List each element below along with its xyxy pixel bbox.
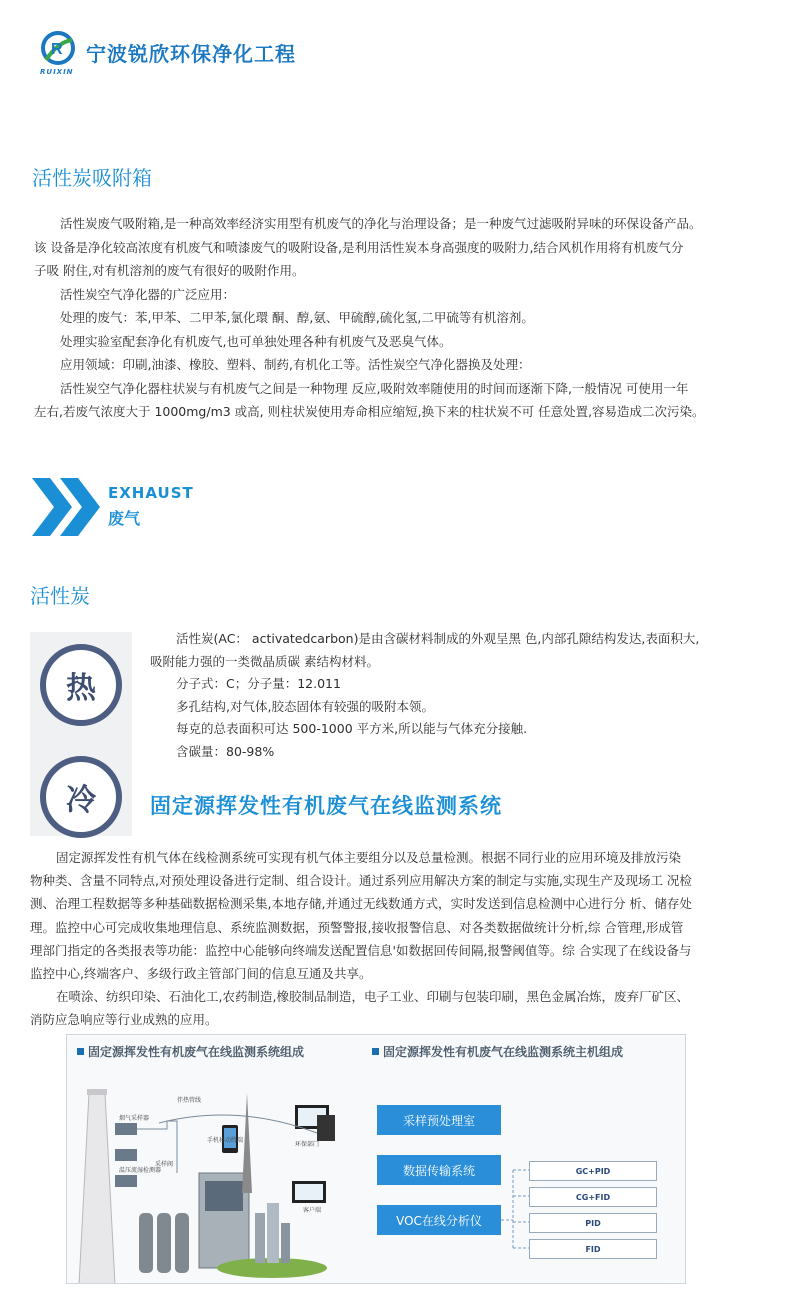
exhaust-label-en: EXHAUST bbox=[108, 484, 194, 502]
diagram-label: 温压流湿检测器 bbox=[119, 1167, 162, 1174]
ruixin-logo-icon bbox=[38, 30, 78, 70]
paragraph-line: 活性炭废气吸附箱,是一种高效率经济实用型有机废气的净化与治理设备；是一种废气过滤吸附异味的环保设备产品。 bbox=[60, 216, 702, 231]
system-illustration bbox=[67, 1063, 367, 1284]
connector-lines bbox=[501, 1165, 531, 1255]
paragraph-line: 含碳量：80-98% bbox=[176, 743, 275, 759]
paragraph-line: 监控中心,终端客户、多级行政主管部门间的信息互通及共享。 bbox=[30, 966, 372, 982]
paragraph-line: 该 设备是净化较高浓度有机废气和喷漆废气的吸附设备,是利用活性炭本身高强度的吸附力,结合风机作用将有机废气分 bbox=[34, 239, 684, 255]
section-title-activated-carbon: 活性炭 bbox=[30, 584, 90, 608]
paragraph-line: 测、治理工程数据等多种基础数据检测采集,本地存储,并通过无线数通方式，实时发送到信息检测中心进行分 析、储存处 bbox=[30, 896, 692, 912]
exhaust-label-cn: 废气 bbox=[108, 509, 141, 528]
paragraph-line: 理部门指定的各类报表等功能：监控中心能够向终端发送配置信息'如数据回传间隔,报警阈值等。综 合实现了在线设备与 bbox=[30, 942, 692, 958]
paragraph-line: 分子式：C；分子量：12.011 bbox=[176, 676, 341, 691]
paragraph-line: 固定源挥发性有机气体在线检测系统可实现有机气体主要组分以及总量检测。根据不同行业的应用环境及排放污染 bbox=[56, 850, 682, 865]
diagram-label: 客户端 bbox=[303, 1207, 322, 1214]
activated-carbon-description bbox=[150, 628, 750, 763]
company-name: 宁波锐欣环保净化工程 bbox=[86, 42, 296, 66]
paragraph-line: 活性炭空气净化器柱状炭与有机废气之间是一种物理 反应,吸附效率随使用的时间而逐渐下降,一般情况 可使用一年 bbox=[60, 380, 689, 396]
double-chevron-icon bbox=[32, 478, 104, 536]
section-title-carbon-box: 活性炭吸附箱 bbox=[32, 166, 152, 190]
voc-analyzer-box: VOC在线分析仪 bbox=[377, 1205, 501, 1235]
monitoring-system-title: 固定源挥发性有机废气在线监测系统 bbox=[150, 794, 502, 818]
cold-circle-badge: 冷 bbox=[40, 756, 122, 838]
paragraph-line: 消防应急响应等行业成熟的应用。 bbox=[30, 1012, 218, 1028]
paragraph-line: 处理实验室配套净化有机废气,也可单独处理各种有机废气及恶臭气体。 bbox=[60, 333, 452, 349]
paragraph-line: 多孔结构,对气体,胶态固体有较强的吸附本领。 bbox=[176, 698, 434, 714]
paragraph-line: 在喷涂、纺织印染、石油化工,农药制造,橡胶制品制造，电子工业、印刷与包装印刷，黑色金属冶炼，废弃厂矿区、 bbox=[56, 989, 689, 1005]
diagram-left-title: 固定源挥发性有机废气在线监测系统组成 bbox=[77, 1043, 304, 1060]
detector-box: PID bbox=[529, 1213, 657, 1233]
svg-text:R: R bbox=[51, 41, 63, 58]
paragraph-line: 每克的总表面积可达 500-1000 平方米,所以能与气体充分接触. bbox=[176, 721, 528, 736]
paragraph-line: 左右,若废气浓度大于 1000mg/m3 或高, 则柱状炭使用寿命相应缩短,换下来的柱状炭不可 任意处置,容易造成二次污染。 bbox=[34, 404, 705, 419]
diagram-right-title: 固定源挥发性有机废气在线监测系统主机组成 bbox=[372, 1043, 623, 1060]
carbon-box-description bbox=[34, 212, 764, 424]
paragraph-line: 活性炭空气净化器的广泛应用： bbox=[60, 286, 236, 302]
hot-circle-badge: 热 bbox=[40, 644, 122, 726]
system-diagram bbox=[66, 1034, 686, 1284]
sampling-preprocess-box: 采样预处理室 bbox=[377, 1105, 501, 1135]
paragraph-line: 理。监控中心可完成收集地理信息、系统监测数据，预警警报,接收报警信息、对各类数据做统计分析,综 合管理,形成管 bbox=[30, 919, 684, 935]
diagram-label: 烟气采样器 bbox=[119, 1115, 150, 1122]
paragraph-line: 处理的废气：苯,甲苯、二甲苯,氯化環 酮、醇,氨、甲硫醇,硫化氢,二甲硫等有机溶剂。 bbox=[60, 310, 534, 325]
paragraph-line: 物种类、含量不同特点,对预处理设备进行定制、组合设计。通过系列应用解决方案的制定与实施,实现生产及现场工 况检 bbox=[30, 873, 692, 889]
paragraph-line: 活性炭(AC： activatedcarbon)是由含碳材料制成的外观呈黑 色,内部孔隙结构发达,表面积大, bbox=[176, 631, 700, 646]
diagram-label: 采样阀 bbox=[155, 1161, 174, 1168]
data-transmission-box: 数据传输系统 bbox=[377, 1155, 501, 1185]
detector-box: CG+FID bbox=[529, 1187, 657, 1207]
diagram-label: 环保部门 bbox=[295, 1141, 320, 1148]
paragraph-line: 应用领域：印刷,油漆、橡胶、塑料、制药,有机化工等。活性炭空气净化器换及处理： bbox=[60, 357, 531, 372]
detector-box: FID bbox=[529, 1239, 657, 1259]
detector-box: GC+PID bbox=[529, 1161, 657, 1181]
monitoring-system-description bbox=[30, 846, 765, 1032]
logo-text: RUIXIN bbox=[40, 68, 74, 76]
paragraph-line: 子吸 附住,对有机溶剂的废气有很好的吸附作用。 bbox=[34, 263, 305, 278]
diagram-label: 伴热管线 bbox=[177, 1097, 202, 1104]
paragraph-line: 吸附能力强的一类微晶质碳 素结构材料。 bbox=[150, 653, 379, 669]
diagram-label: 手机移动终端 bbox=[207, 1137, 244, 1144]
